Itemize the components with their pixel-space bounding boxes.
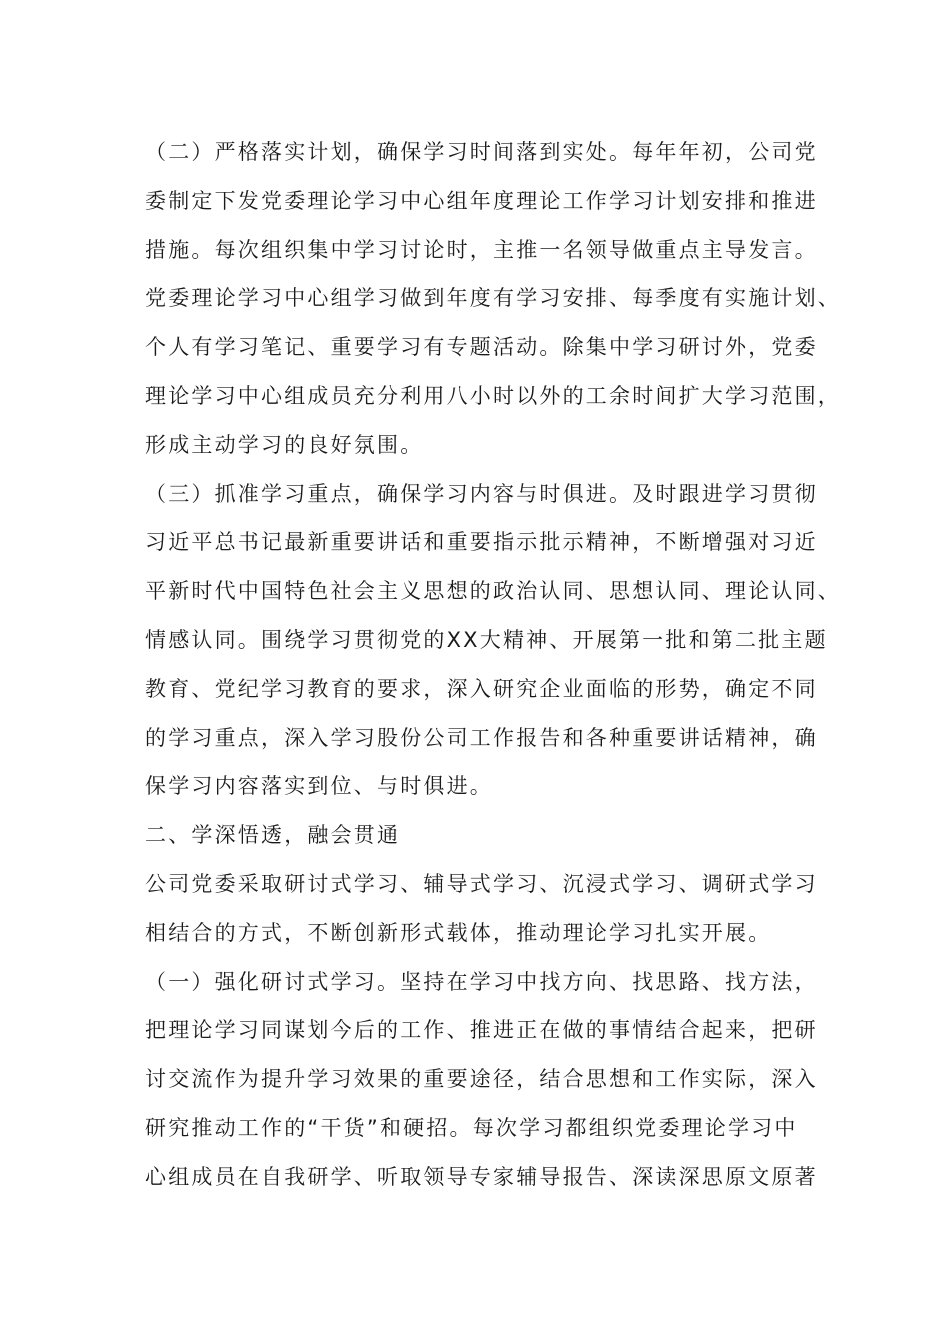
- text-line: 研究推动工作的“干货”和硬招。每次学习都组织党委理论学习中: [145, 1115, 798, 1140]
- text-line: 心组成员在自我研学、听取领导专家辅导报告、深读深思原文原著: [145, 1164, 818, 1189]
- text-line: 委制定下发党委理论学习中心组年度理论工作学习计划安排和推进: [145, 188, 818, 213]
- text-line: 把理论学习同谋划今后的工作、推进正在做的事情结合起来，把研: [145, 1018, 818, 1043]
- text-line: 个人有学习笔记、重要学习有专题活动。除集中学习研讨外，党委: [145, 335, 818, 360]
- document-body: [145, 128, 841, 1202]
- text-line: 党委理论学习中心组学习做到年度有学习安排、每季度有实施计划、: [145, 286, 841, 311]
- text-line: 的学习重点，深入学习股份公司工作报告和各种重要讲话精神，确: [145, 725, 818, 750]
- text-line: （二）严格落实计划，确保学习时间落到实处。每年年初，公司党: [145, 140, 818, 164]
- text-line: 教育、党纪学习教育的要求，深入研究企业面临的形势，确定不同: [145, 676, 818, 701]
- text-line: 情感认同。围绕学习贯彻党的XX大精神、开展第一批和第二批主题: [145, 627, 828, 652]
- text-line: 措施。每次组织集中学习讨论时，主推一名领导做重点主导发言。: [145, 237, 818, 262]
- text-line: 公司党委采取研讨式学习、辅导式学习、沉浸式学习、调研式学习: [145, 871, 818, 896]
- text-line: 形成主动学习的良好氛围。: [145, 432, 424, 457]
- text-line: （一）强化研讨式学习。坚持在学习中找方向、找思路、找方法，: [145, 969, 818, 994]
- text-line: 相结合的方式，不断创新形式载体，推动理论学习扎实开展。: [145, 920, 772, 945]
- text-line: 平新时代中国特色社会主义思想的政治认同、思想认同、理论认同、: [145, 579, 841, 604]
- text-line: 讨交流作为提升学习效果的重要途径，结合思想和工作实际，深入: [145, 1067, 818, 1092]
- text-line: 保学习内容落实到位、与时俱进。: [145, 774, 493, 799]
- text-line: （三）抓准学习重点，确保学习内容与时俱进。及时跟进学习贯彻: [145, 481, 818, 506]
- text-line: 习近平总书记最新重要讲话和重要指示批示精神，不断增强对习近: [145, 530, 818, 555]
- text-line: 理论学习中心组成员充分利用八小时以外的工余时间扩大学习范围，: [145, 383, 841, 408]
- section-heading: 二、学深悟透，融会贯通: [145, 823, 401, 848]
